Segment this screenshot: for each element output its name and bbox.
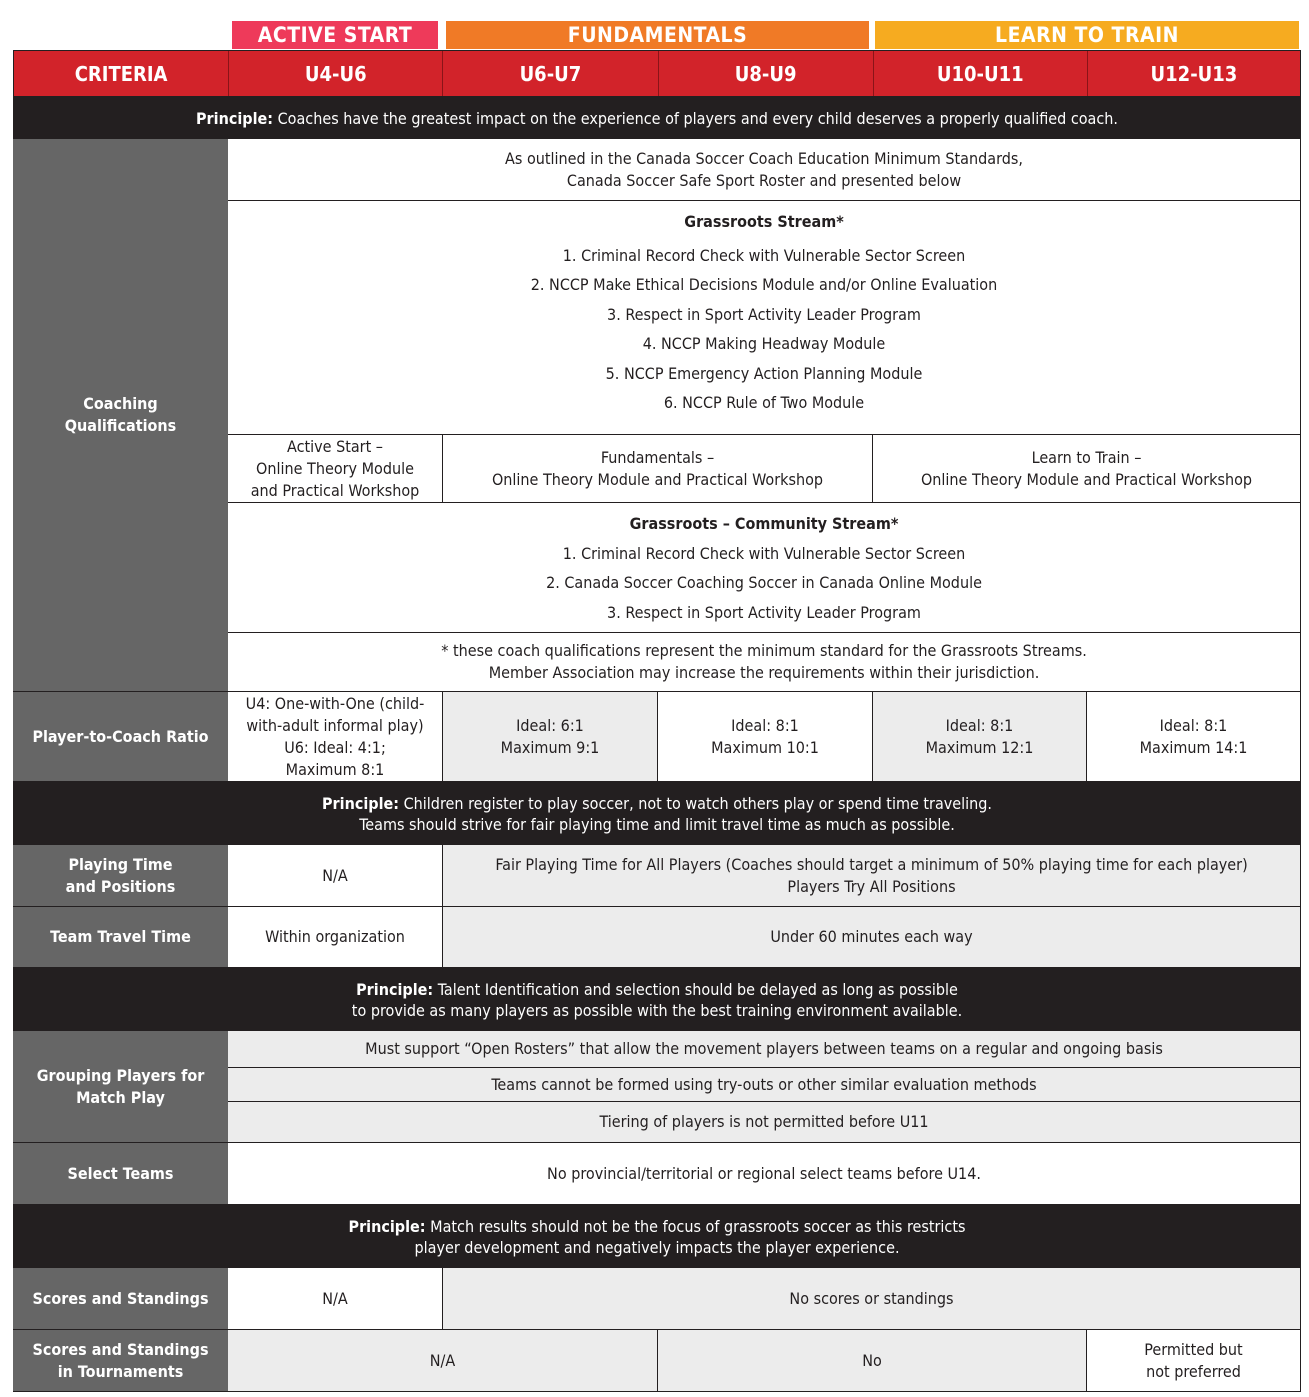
criteria-label: Coaching: [83, 394, 158, 413]
list-item: 2. Canada Soccer Coaching Soccer in Canada Online Module: [546, 573, 982, 592]
cell-value: N/A: [322, 865, 348, 885]
text-line: Fair Playing Time for All Players (Coaches should target a minimum of 50% playing time for each player): [495, 854, 1248, 874]
principle-text: Coaches have the greatest impact on the experience of players and every child deserves a properly qualified coach.: [277, 108, 1118, 128]
criteria-label: Qualifications: [64, 416, 177, 435]
list-item: 1. Criminal Record Check with Vulnerable Sector Screen: [562, 543, 966, 563]
text-line: Maximum 8:1: [285, 759, 385, 779]
criteria-label: Player-to-Coach Ratio: [32, 726, 209, 746]
tournaments-u4-u7: [228, 1330, 658, 1392]
stream-title: Grassroots – Community Stream*: [629, 514, 899, 533]
text-line: Ideal: 8:1: [945, 715, 1014, 735]
list-item: 4. NCCP Making Headway Module: [642, 334, 886, 353]
criteria-playing-time: [13, 845, 228, 907]
stage-banner-fundamentals: [446, 21, 869, 49]
principle-label: Principle:: [356, 979, 434, 999]
criteria-label: Playing Time: [68, 854, 173, 874]
ratio-u6-u7: [443, 692, 658, 782]
list-item: 3. Respect in Sport Activity Leader Program: [607, 304, 921, 324]
criteria-label: and Positions: [65, 876, 176, 896]
text-line: Maximum 14:1: [1139, 737, 1248, 757]
criteria-scores-tournaments: [13, 1330, 228, 1392]
stage-banner-active-start: [232, 21, 438, 49]
cell-value: Must support “Open Rosters” that allow the movement players between teams on a regular and ongoing basis: [365, 1039, 1163, 1058]
text-line: not preferred: [1146, 1361, 1241, 1381]
playing-time-rest: [443, 845, 1301, 907]
tournaments-u12-u13: [1087, 1330, 1301, 1392]
header-criteria: CRITERIA: [14, 51, 229, 96]
header-row: [13, 50, 1301, 97]
text-line: Online Theory Module and Practical Workshop: [920, 469, 1253, 489]
list-item: 3. Respect in Sport Activity Leader Program: [607, 602, 921, 622]
criteria-coaching-qualifications: [13, 139, 228, 692]
principle-banner: [13, 97, 1301, 139]
text-line: with-adult informal play): [246, 715, 424, 735]
ratio-u10-u11: [873, 692, 1087, 782]
table-right-border: [1300, 139, 1301, 1392]
grouping-no-tryouts: [228, 1068, 1301, 1102]
module-active-start: [228, 435, 443, 503]
ratio-u4-u6: [228, 692, 443, 782]
text-line: Online Theory Module: [256, 458, 414, 478]
tournaments-u8-u11: [658, 1330, 1087, 1392]
principle-text: Children register to play soccer, not to watch others play or spend time traveling.: [403, 793, 992, 813]
cell-value: No provincial/territorial or regional select teams before U14.: [547, 1163, 981, 1183]
cell-value: Teams cannot be formed using try-outs or other similar evaluation methods: [491, 1074, 1037, 1094]
header-u6-u7: U6-U7: [443, 51, 658, 96]
coaching-intro: [228, 139, 1301, 201]
criteria-label: Grouping Players for: [36, 1065, 205, 1085]
cell-value: No: [862, 1350, 882, 1370]
principle-label: Principle:: [348, 1216, 426, 1236]
text-line: and Practical Workshop: [250, 480, 420, 500]
principle-label: Principle:: [322, 793, 400, 813]
list-item: 5. NCCP Emergency Action Planning Module: [605, 363, 923, 383]
criteria-player-to-coach-ratio: [13, 692, 228, 782]
text-line: Permitted but: [1144, 1339, 1243, 1359]
cell-value: N/A: [322, 1288, 348, 1308]
list-item: 1. Criminal Record Check with Vulnerable Sector Screen: [562, 245, 966, 265]
text-line: As outlined in the Canada Soccer Coach Education Minimum Standards,: [505, 148, 1023, 168]
text-line: Ideal: 8:1: [1159, 715, 1228, 735]
coaching-footnote: [228, 633, 1301, 692]
text-line: * these coach qualifications represent the minimum standard for the Grassroots Streams.: [441, 641, 1087, 660]
text-line: Maximum 9:1: [500, 737, 600, 757]
travel-rest: [443, 907, 1301, 968]
principle-text: to provide as many players as possible with the best training environment available.: [351, 1000, 963, 1020]
cell-value: No scores or standings: [789, 1288, 954, 1308]
list-item: 6. NCCP Rule of Two Module: [663, 393, 865, 412]
stage-label: ACTIVE START: [257, 23, 413, 47]
header-u12-u13: U12-U13: [1088, 51, 1300, 96]
principle-banner: [13, 782, 1301, 845]
text-line: Ideal: 6:1: [516, 715, 584, 735]
stage-banner-learn-to-train: [875, 21, 1299, 49]
ratio-u12-u13: [1087, 692, 1301, 782]
text-line: Learn to Train –: [1031, 447, 1142, 467]
principle-banner: [13, 1205, 1301, 1268]
scores-u4-u6: [228, 1268, 443, 1330]
criteria-select-teams: [13, 1143, 228, 1205]
travel-u4-u6: [228, 907, 443, 968]
criteria-scores-standings: [13, 1268, 228, 1330]
text-line: Online Theory Module and Practical Workshop: [491, 469, 824, 489]
text-line: Maximum 12:1: [925, 737, 1034, 757]
text-line: Maximum 10:1: [711, 737, 819, 757]
module-fundamentals: [443, 435, 873, 503]
stream-title: Grassroots Stream*: [684, 212, 844, 231]
criteria-label: in Tournaments: [57, 1361, 184, 1381]
module-learn-to-train: [873, 435, 1301, 503]
cell-value: Within organization: [265, 927, 405, 946]
principle-text: Teams should strive for fair playing time and limit travel time as much as possible.: [359, 814, 955, 834]
cell-value: Under 60 minutes each way: [770, 927, 973, 946]
principle-text: player development and negatively impacts the player experience.: [414, 1237, 900, 1257]
criteria-grouping-players: [13, 1031, 228, 1143]
criteria-label: Select Teams: [67, 1163, 174, 1183]
text-line: Canada Soccer Safe Sport Roster and presented below: [566, 170, 962, 190]
text-line: Member Association may increase the requirements within their jurisdiction.: [488, 663, 1040, 682]
principle-banner: [13, 968, 1301, 1031]
text-line: Fundamentals –: [600, 447, 715, 467]
scores-rest: [443, 1268, 1301, 1330]
playing-time-u4-u6: [228, 845, 443, 907]
grouping-open-rosters: [228, 1031, 1301, 1068]
ratio-u8-u9: [658, 692, 873, 782]
criteria-label: Match Play: [76, 1087, 165, 1107]
grouping-tiering: [228, 1102, 1301, 1143]
criteria-label: Scores and Standings: [32, 1288, 209, 1308]
cell-value: N/A: [429, 1350, 456, 1370]
text-line: Ideal: 8:1: [731, 715, 799, 735]
text-line: U4: One-with-One (child-: [245, 693, 425, 713]
text-line: U6: Ideal: 4:1;: [284, 737, 386, 757]
stage-label: FUNDAMENTALS: [567, 23, 748, 47]
stage-label: LEARN TO TRAIN: [995, 23, 1179, 47]
text-line: Players Try All Positions: [787, 876, 956, 896]
select-teams-value: [228, 1143, 1301, 1205]
cell-value: Tiering of players is not permitted before U11: [599, 1112, 929, 1131]
criteria-team-travel-time: [13, 907, 228, 968]
header-u8-u9: U8-U9: [659, 51, 874, 96]
criteria-label: Scores and Standings: [32, 1339, 209, 1359]
list-item: 2. NCCP Make Ethical Decisions Module and/or Online Evaluation: [530, 275, 998, 294]
header-u4-u6: U4-U6: [229, 51, 443, 96]
community-stream: [228, 503, 1301, 633]
criteria-label: Team Travel Time: [50, 927, 191, 946]
header-u10-u11: U10-U11: [874, 51, 1088, 96]
principle-text: Talent Identification and selection should be delayed as long as possible: [437, 979, 958, 999]
grassroots-stream: [228, 201, 1301, 435]
principle-text: Match results should not be the focus of grassroots soccer as this restricts: [430, 1216, 966, 1236]
principle-label: Principle:: [196, 108, 274, 128]
text-line: Active Start –: [287, 436, 383, 456]
